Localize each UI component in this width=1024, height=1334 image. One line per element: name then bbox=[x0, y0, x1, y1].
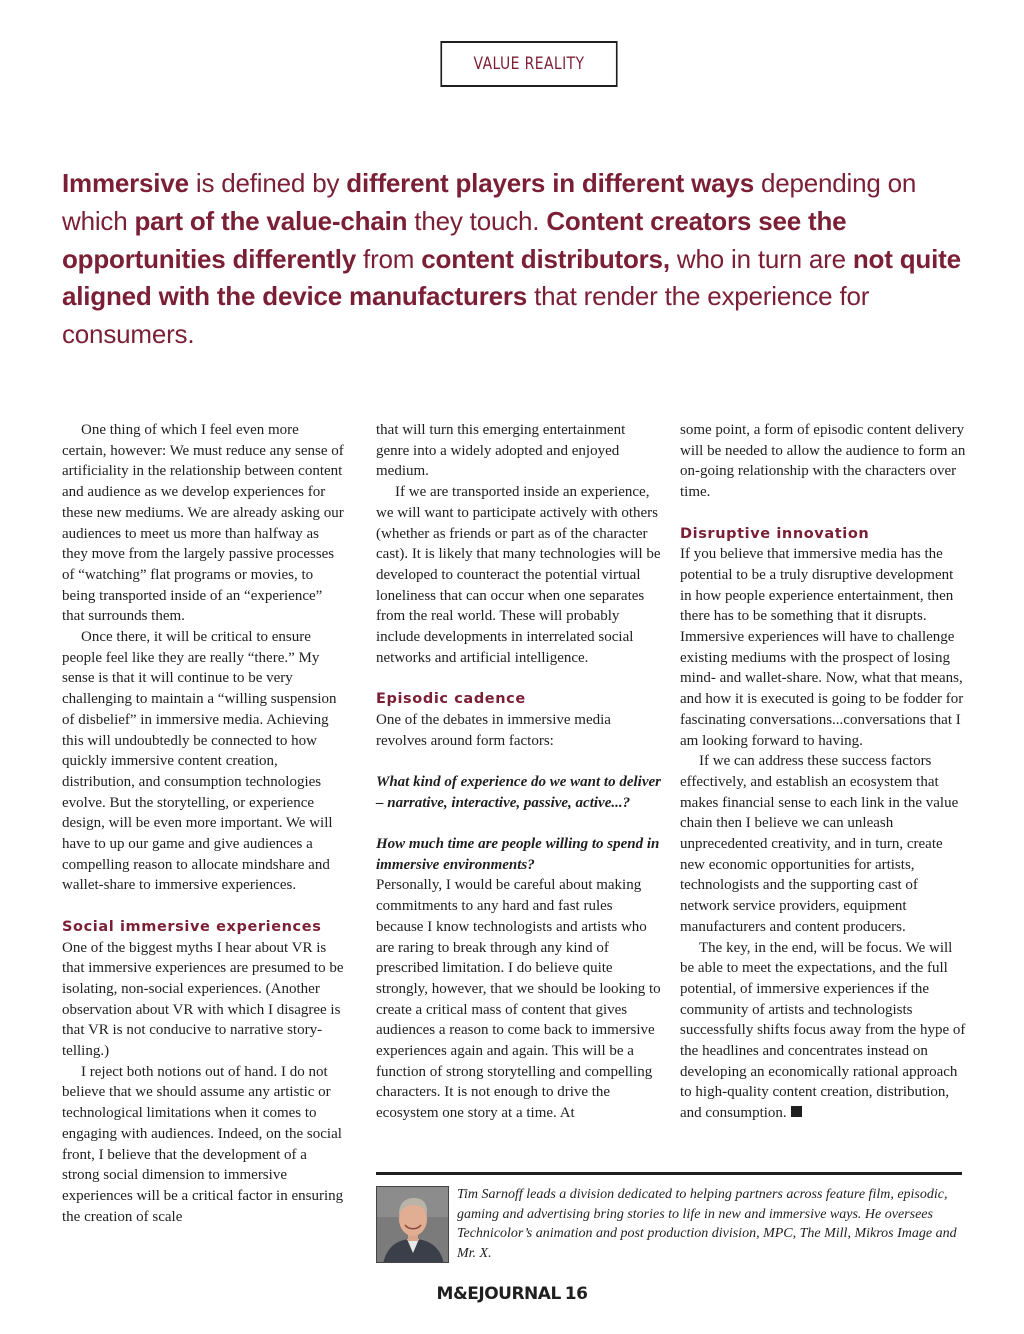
body-paragraph bbox=[376, 482, 661, 668]
page-footer bbox=[0, 1284, 1024, 1304]
article-column-3 bbox=[680, 420, 966, 1124]
paragraph-text: If you believe that immersive media has the potential to be a truly disruptive development in how people experience entertainment, then there has to be something that it disrupts. Immersive experiences will have to challenge existing mediums with the prospect of losing mind- and wallet-share. Now, what that means, and how it is executed is going to be fodder for fascinating conversations...conversations that I am looking forward to having. bbox=[680, 546, 964, 749]
pull-quote-text: depending on which bbox=[62, 168, 917, 236]
paragraph-text: Once there, it will be critical to ensure people feel like they are really “there.” My sense is that it will continue to be very challenging to maintain a “willing suspension of disbelief” in immersive media. Achieving this will undoubtedly be connected to how quickly immersive content creation, distribution, and consumption technologies evolve. But the storytelling, or experience design, will be even more important. We will have to up our game and give audiences a compelling reason to allocate mindshare and wallet-share to immersive experiences. bbox=[62, 629, 337, 894]
body-paragraph bbox=[680, 751, 966, 937]
paragraph-text: The key, in the end, will be focus. We will be able to meet the expectations, and the full potential, of immersive experiences if the community of artists and technologists successfully shifts focus away from the hype of the headlines and concentrates instead on developing an economically rational approach to high-quality content creation, distribution, and consumption. bbox=[680, 939, 966, 1122]
pull-quote-text: from bbox=[356, 243, 422, 274]
body-paragraph bbox=[62, 420, 347, 627]
body-paragraph bbox=[680, 420, 966, 503]
author-bio: Tim Sarnoff leads a division dedicated to helping partners across feature film, episodic, gaming and advertising bring stories to life in new and immersive ways. He oversees Technicolor’s animation and post production division, MPC, The Mill, Mikros Image and Mr. X. bbox=[457, 1187, 957, 1261]
article-column-2 bbox=[376, 420, 661, 1124]
pull-quote-emphasis: content distributors, bbox=[421, 243, 670, 274]
body-paragraph bbox=[680, 544, 966, 751]
paragraph-text: What kind of experience do we want to deliver – narrative, interactive, passive, active...? bbox=[376, 773, 661, 811]
paragraph-text: One of the biggest myths I hear about VR is that immersive experiences are presumed to be isolating, non-social experiences. (Another observation about VR with which I disagree is that VR is not conducive to narrative story-telling.) bbox=[62, 939, 344, 1060]
section-label: VALUE REALITY bbox=[440, 41, 617, 87]
pull-quote-emphasis: different players in different ways bbox=[346, 168, 754, 198]
paragraph-text: One thing of which I feel even more certain, however: We must reduce any sense of artificiality in the relationship between content and audience as we develop experiences for these new mediums. We are already asking our audiences to meet us more than halfway as they move from the largely passive processes of “watching” flat programs or movies, to being transported inside of an “experience” that surrounds them. bbox=[62, 422, 344, 625]
paragraph-text: that will turn this emerging entertainment genre into a widely adopted and enjoyed medium. bbox=[376, 422, 626, 480]
author-portrait-icon bbox=[377, 1187, 449, 1263]
question-text bbox=[376, 834, 661, 875]
paragraph-text: I reject both notions out of hand. I do not believe that we should assume any artistic or technological limitations when it comes to engaging with audiences. Indeed, on the social front, I believe that the development of a strong social dimension to immersive experiences will be a critical factor in ensuring the creation of scale bbox=[62, 1063, 344, 1225]
bio-divider bbox=[376, 1172, 962, 1175]
pull-quote-emphasis: Immersive bbox=[62, 168, 189, 198]
paragraph-spacer bbox=[376, 668, 661, 689]
body-paragraph bbox=[680, 938, 966, 1124]
section-heading: Social immersive experiences bbox=[62, 918, 322, 935]
section-heading: Episodic cadence bbox=[376, 691, 526, 708]
paragraph-text: One of the debates in immersive media revolves around form factors: bbox=[376, 711, 611, 749]
body-paragraph bbox=[376, 420, 661, 482]
author-photo bbox=[376, 1186, 449, 1263]
body-paragraph bbox=[62, 1062, 347, 1228]
question-text bbox=[376, 772, 661, 813]
article-column-1 bbox=[62, 420, 347, 1227]
body-paragraph bbox=[62, 938, 347, 1062]
end-of-article-mark bbox=[791, 1106, 802, 1117]
paragraph-text: some point, a form of episodic content delivery will be needed to allow the audience to form an on-going relationship with the characters over time. bbox=[680, 422, 966, 501]
paragraph-text: If we are transported inside an experience, we will want to participate actively with others (whether as friends or part as of the character cast). It is likely that many technologies will be developed to counteract the potential virtual loneliness that can occur when one separates from the real world. These will probably include developments in interrelated social networks and artificial intelligence. bbox=[376, 484, 661, 666]
body-paragraph bbox=[62, 627, 347, 896]
pull-quote-text: that render the experience for consumers. bbox=[62, 281, 870, 350]
paragraph-text: If we can address these success factors effectively, and establish an ecosystem that makes financial sense to each link in the value chain then I believe we can unleash unprecedented creativity, and in turn, create new economic opportunities for artists, technologists and the supporting cast of network service providers, equipment manufacturers and content producers. bbox=[680, 753, 959, 935]
pull-quote-text: they touch. bbox=[407, 205, 547, 236]
section-heading: Disruptive innovation bbox=[680, 525, 870, 542]
body-paragraph bbox=[376, 875, 661, 1123]
publication-name: M&EJOURNAL bbox=[436, 1284, 561, 1304]
body-paragraph bbox=[376, 710, 661, 751]
pull-quote-emphasis: Content creators see the opportunities differently bbox=[62, 205, 847, 274]
paragraph-spacer bbox=[376, 751, 661, 772]
paragraph-spacer bbox=[376, 813, 661, 834]
pull-quote-text: is defined by bbox=[188, 168, 347, 198]
pull-quote bbox=[62, 165, 962, 354]
paragraph-text: Personally, I would be careful about making commitments to any hard and fast rules because I know technologists and artists who are raring to break through any kind of prescribed limitation. I do believe quite strongly, however, that we should be looking to create a critical mass of content that gives audiences a reason to come back to immersive experiences again and again. This will be a function of strong storytelling and compelling characters. It is not enough to drive the ecosystem one story at a time. At bbox=[376, 877, 661, 1122]
pull-quote-emphasis: not quite aligned with the device manufacturers bbox=[62, 243, 961, 312]
paragraph-spacer bbox=[62, 896, 347, 917]
pull-quote-emphasis: part of the value-chain bbox=[134, 205, 408, 236]
page-number: 16 bbox=[564, 1284, 588, 1304]
paragraph-text: How much time are people willing to spend in immersive environments? bbox=[376, 836, 660, 873]
paragraph-spacer bbox=[680, 503, 966, 524]
pull-quote-text: who in turn are bbox=[669, 243, 853, 274]
